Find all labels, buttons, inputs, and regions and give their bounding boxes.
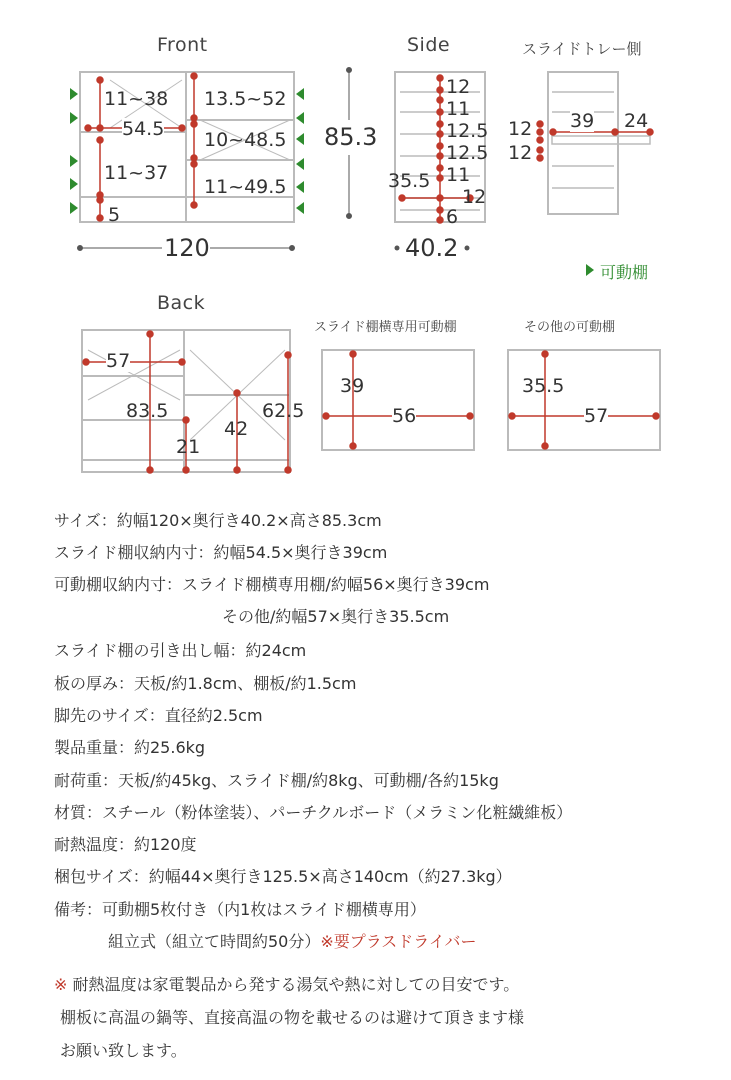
note-mark: ※ <box>54 975 68 994</box>
front-dim: 11~38 <box>104 88 169 110</box>
spec-line: スライド棚の引き出し幅：約24cm <box>54 641 307 660</box>
front-dim: 11~49.5 <box>204 176 287 198</box>
other-shelf-title: その他の可動棚 <box>524 320 616 335</box>
back-dim: 83.5 <box>126 400 169 422</box>
spec-line: サイズ：約幅120×奥行き40.2×高さ85.3cm <box>54 511 382 530</box>
slide-tray-dim: 24 <box>624 110 649 132</box>
spec-line: 板の厚み：天板/約1.8cm、棚板/約1.5cm <box>54 674 357 693</box>
slide-tray-title: スライドトレー側 <box>522 40 642 58</box>
spec-line: 脚先のサイズ：直径約2.5cm <box>54 706 263 725</box>
side-depth: 40.2 <box>405 234 459 262</box>
other-shelf-dim-lines <box>509 351 659 449</box>
spec-line: スライド棚収納内寸：約幅54.5×奥行き39cm <box>54 543 388 562</box>
slide-shelf-frame <box>322 350 474 450</box>
slide-shelf-depth: 39 <box>340 375 365 397</box>
note-line: お願い致します。 <box>60 1041 187 1060</box>
spec-line: 梱包サイズ：約幅44×奥行き125.5×高さ140cm（約27.3kg） <box>54 867 512 886</box>
spec-assembly <box>108 929 477 952</box>
side-dim: 12.5 <box>446 120 489 142</box>
spec-line: 耐熱温度：約120度 <box>54 835 197 854</box>
slide-tray-frame <box>548 72 650 214</box>
front-title: Front <box>157 34 208 56</box>
note-line <box>54 972 519 995</box>
spec-line: 製品重量：約25.6kg <box>54 738 206 757</box>
slide-shelf-dim-lines <box>323 351 473 449</box>
side-dim: 35.5 <box>388 170 431 192</box>
spec-assembly-text: 組立式（組立て時間約50分） <box>108 932 321 951</box>
back-dim: 21 <box>176 436 201 458</box>
slide-shelf-title: スライド棚横専用可動棚 <box>314 320 457 335</box>
front-dim: 11~37 <box>104 162 169 184</box>
other-shelf-width: 57 <box>584 405 609 427</box>
front-width: 120 <box>164 234 210 262</box>
front-dim: 10~48.5 <box>204 129 287 151</box>
back-dim: 62.5 <box>262 400 305 422</box>
front-height: 85.3 <box>324 123 378 151</box>
slide-tray-dim: 12 <box>508 142 533 164</box>
other-shelf-frame <box>508 350 660 450</box>
note-text: 耐熱温度は家電製品から発する湯気や熱に対しての目安です。 <box>72 975 520 994</box>
other-shelf-depth: 35.5 <box>522 375 565 397</box>
dimension-diagram <box>0 0 731 490</box>
slide-tray-dim: 12 <box>508 118 533 140</box>
spec-assembly-note: ※要プラスドライバー <box>320 932 477 951</box>
spec-line: その他/約幅57×奥行き35.5cm <box>222 607 450 626</box>
back-dim: 42 <box>224 418 249 440</box>
spec-line: 可動棚収納内寸：スライド棚横専用棚/約幅56×奥行き39cm <box>54 575 490 594</box>
spec-line: 材質：スチール（粉体塗装）、パーチクルボード（メラミン化粧繊維板） <box>54 803 573 822</box>
back-dim: 57 <box>106 350 131 372</box>
back-title: Back <box>157 292 206 314</box>
side-dim: 11 <box>446 164 471 186</box>
front-dim: 54.5 <box>122 118 165 140</box>
slide-shelf-width: 56 <box>392 405 417 427</box>
front-dim: 5 <box>108 204 121 226</box>
side-dim: 12 <box>462 186 487 208</box>
side-dim: 12 <box>446 76 471 98</box>
spec-line: 耐荷重：天板/約45kg、スライド棚/約8kg、可動棚/各約15kg <box>54 771 499 790</box>
side-dim: 11 <box>446 98 471 120</box>
legend-arrow <box>586 264 594 276</box>
slide-tray-dim: 39 <box>570 110 595 132</box>
spec-line: 備考：可動棚5枚付き（内1枚はスライド棚横専用） <box>54 900 426 919</box>
side-dim: 6 <box>446 206 459 228</box>
side-dim: 12.5 <box>446 142 489 164</box>
legend-label: 可動棚 <box>600 263 649 282</box>
side-title: Side <box>407 34 451 56</box>
note-line: 棚板に高温の鍋等、直接高温の物を載せるのは避けて頂きます様 <box>60 1008 525 1027</box>
front-dim: 13.5~52 <box>204 88 287 110</box>
